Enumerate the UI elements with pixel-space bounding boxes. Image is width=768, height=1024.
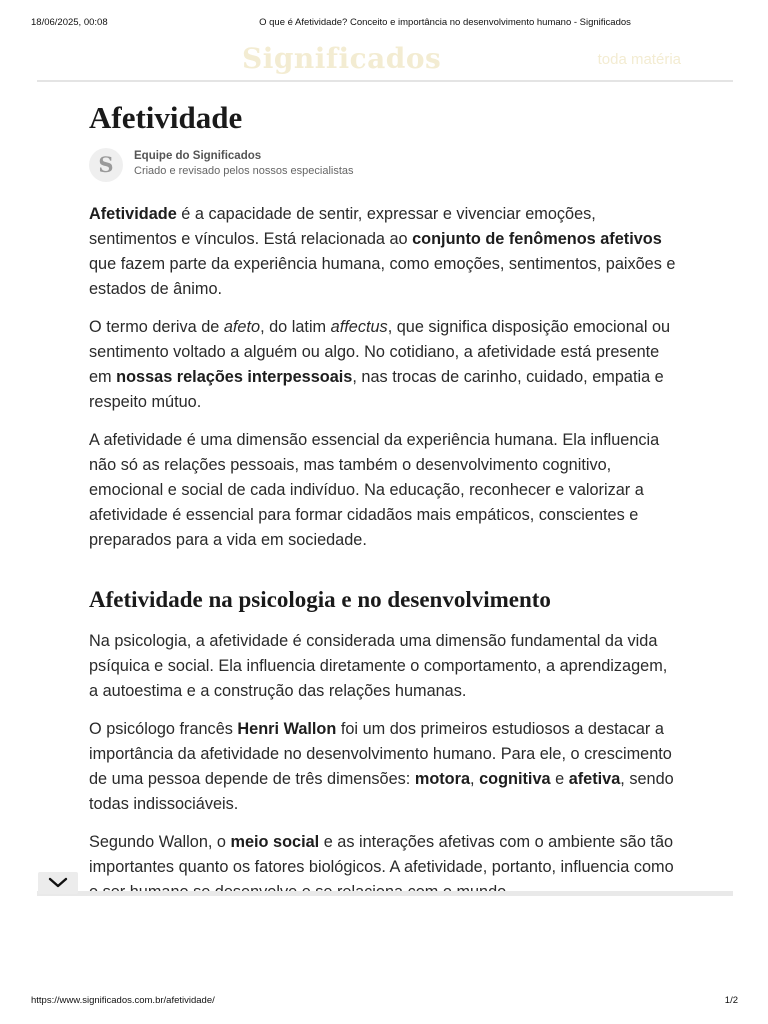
page-title: Afetividade <box>89 100 243 135</box>
text-run: , nas trocas de carinho, cuidado, empatia e respeito mútuo. <box>89 368 664 411</box>
print-url: https://www.significados.com.br/afetividade/ <box>31 995 215 1006</box>
paragraph-intro <box>89 202 679 302</box>
text-run: é a capacidade de sentir, expressar e vivenciar emoções, sentimentos e vínculos. Está relacionada ao <box>89 205 596 248</box>
text-run: e <box>550 770 569 788</box>
text-run: O termo deriva de <box>89 318 224 336</box>
bold-term: motora <box>414 770 471 788</box>
paragraph-psychology <box>89 629 679 704</box>
text-run: e as interações afetivas com o ambiente são tão importantes quanto os fatores biológicos. A afetividade, portanto, influencia como <box>89 833 674 876</box>
author-subtitle: Criado e revisado pelos nossos especialistas <box>134 165 354 177</box>
bold-term: meio social <box>230 833 320 851</box>
italic-term: afeto <box>223 318 261 336</box>
text-run: foi um dos primeiros estudiosos a destacar a importância da afetividade no desenvolvimento humano. Para ele, o crescimento de uma pessoa depende de três dimensões: <box>89 720 672 788</box>
author-block <box>89 148 679 184</box>
bold-term: afetiva <box>568 770 621 788</box>
avatar: S <box>89 148 123 182</box>
site-logo[interactable]: Significados <box>242 42 442 75</box>
print-doc-title: O que é Afetividade? Conceito e importância no desenvolvimento humano - Significados <box>259 17 631 28</box>
bold-term: nossas relações interpessoais <box>116 368 353 386</box>
text-run: O psicólogo francês <box>89 720 238 738</box>
text-run: Segundo Wallon, o <box>89 833 231 851</box>
collapse-button[interactable] <box>38 872 78 894</box>
print-page-number: 1/2 <box>724 995 738 1006</box>
text-run: Na psicologia, a afetividade é considerada uma dimensão fundamental da vida psíquica e social. Ela influencia diretamente o comportamento, a aprendizagem, a autoestima e a construção das relações humanas. <box>89 632 668 700</box>
partner-link[interactable]: toda matéria <box>597 51 681 68</box>
print-date: 18/06/2025, 00:08 <box>31 17 108 28</box>
site-header <box>37 40 733 82</box>
bold-term: cognitiva <box>479 770 551 788</box>
paragraph-wallon <box>89 717 679 817</box>
text-run: , <box>470 770 480 788</box>
text-run: , que significa disposição emocional ou sentimento voltado a alguém ou algo. No cotidiano, a afetividade está presente em <box>89 318 671 386</box>
bold-term: Afetividade <box>89 205 177 223</box>
author-name[interactable]: Equipe do Significados <box>134 150 262 162</box>
paragraph-etymology <box>89 315 679 415</box>
section-title: Afetividade na psicologia e no desenvolvimento <box>89 587 551 612</box>
chevron-down-icon <box>47 877 69 889</box>
bold-term: Henri Wallon <box>237 720 337 738</box>
article <box>89 98 679 918</box>
text-run: , do latim <box>260 318 331 336</box>
paragraph-importance <box>89 428 679 553</box>
blank-area <box>0 896 768 991</box>
bold-term: conjunto de fenômenos afetivos <box>412 230 662 248</box>
text-run: A afetividade é uma dimensão essencial da experiência humana. Ela influencia não só as relações pessoais, mas também o desenvolvimento cognitivo, emocional e social de cada indivíduo. Na educação, reconhecer e valorizar a afetividade é essencial para formar cidadãos mais empáticos, conscientes e preparados para a vida em sociedade. <box>89 431 660 549</box>
text-run: que fazem parte da experiência humana, como emoções, sentimentos, paixões e estados de ânimo. <box>89 255 676 298</box>
italic-term: affectus <box>330 318 388 336</box>
text-run: , sendo todas indissociáveis. <box>89 770 674 813</box>
